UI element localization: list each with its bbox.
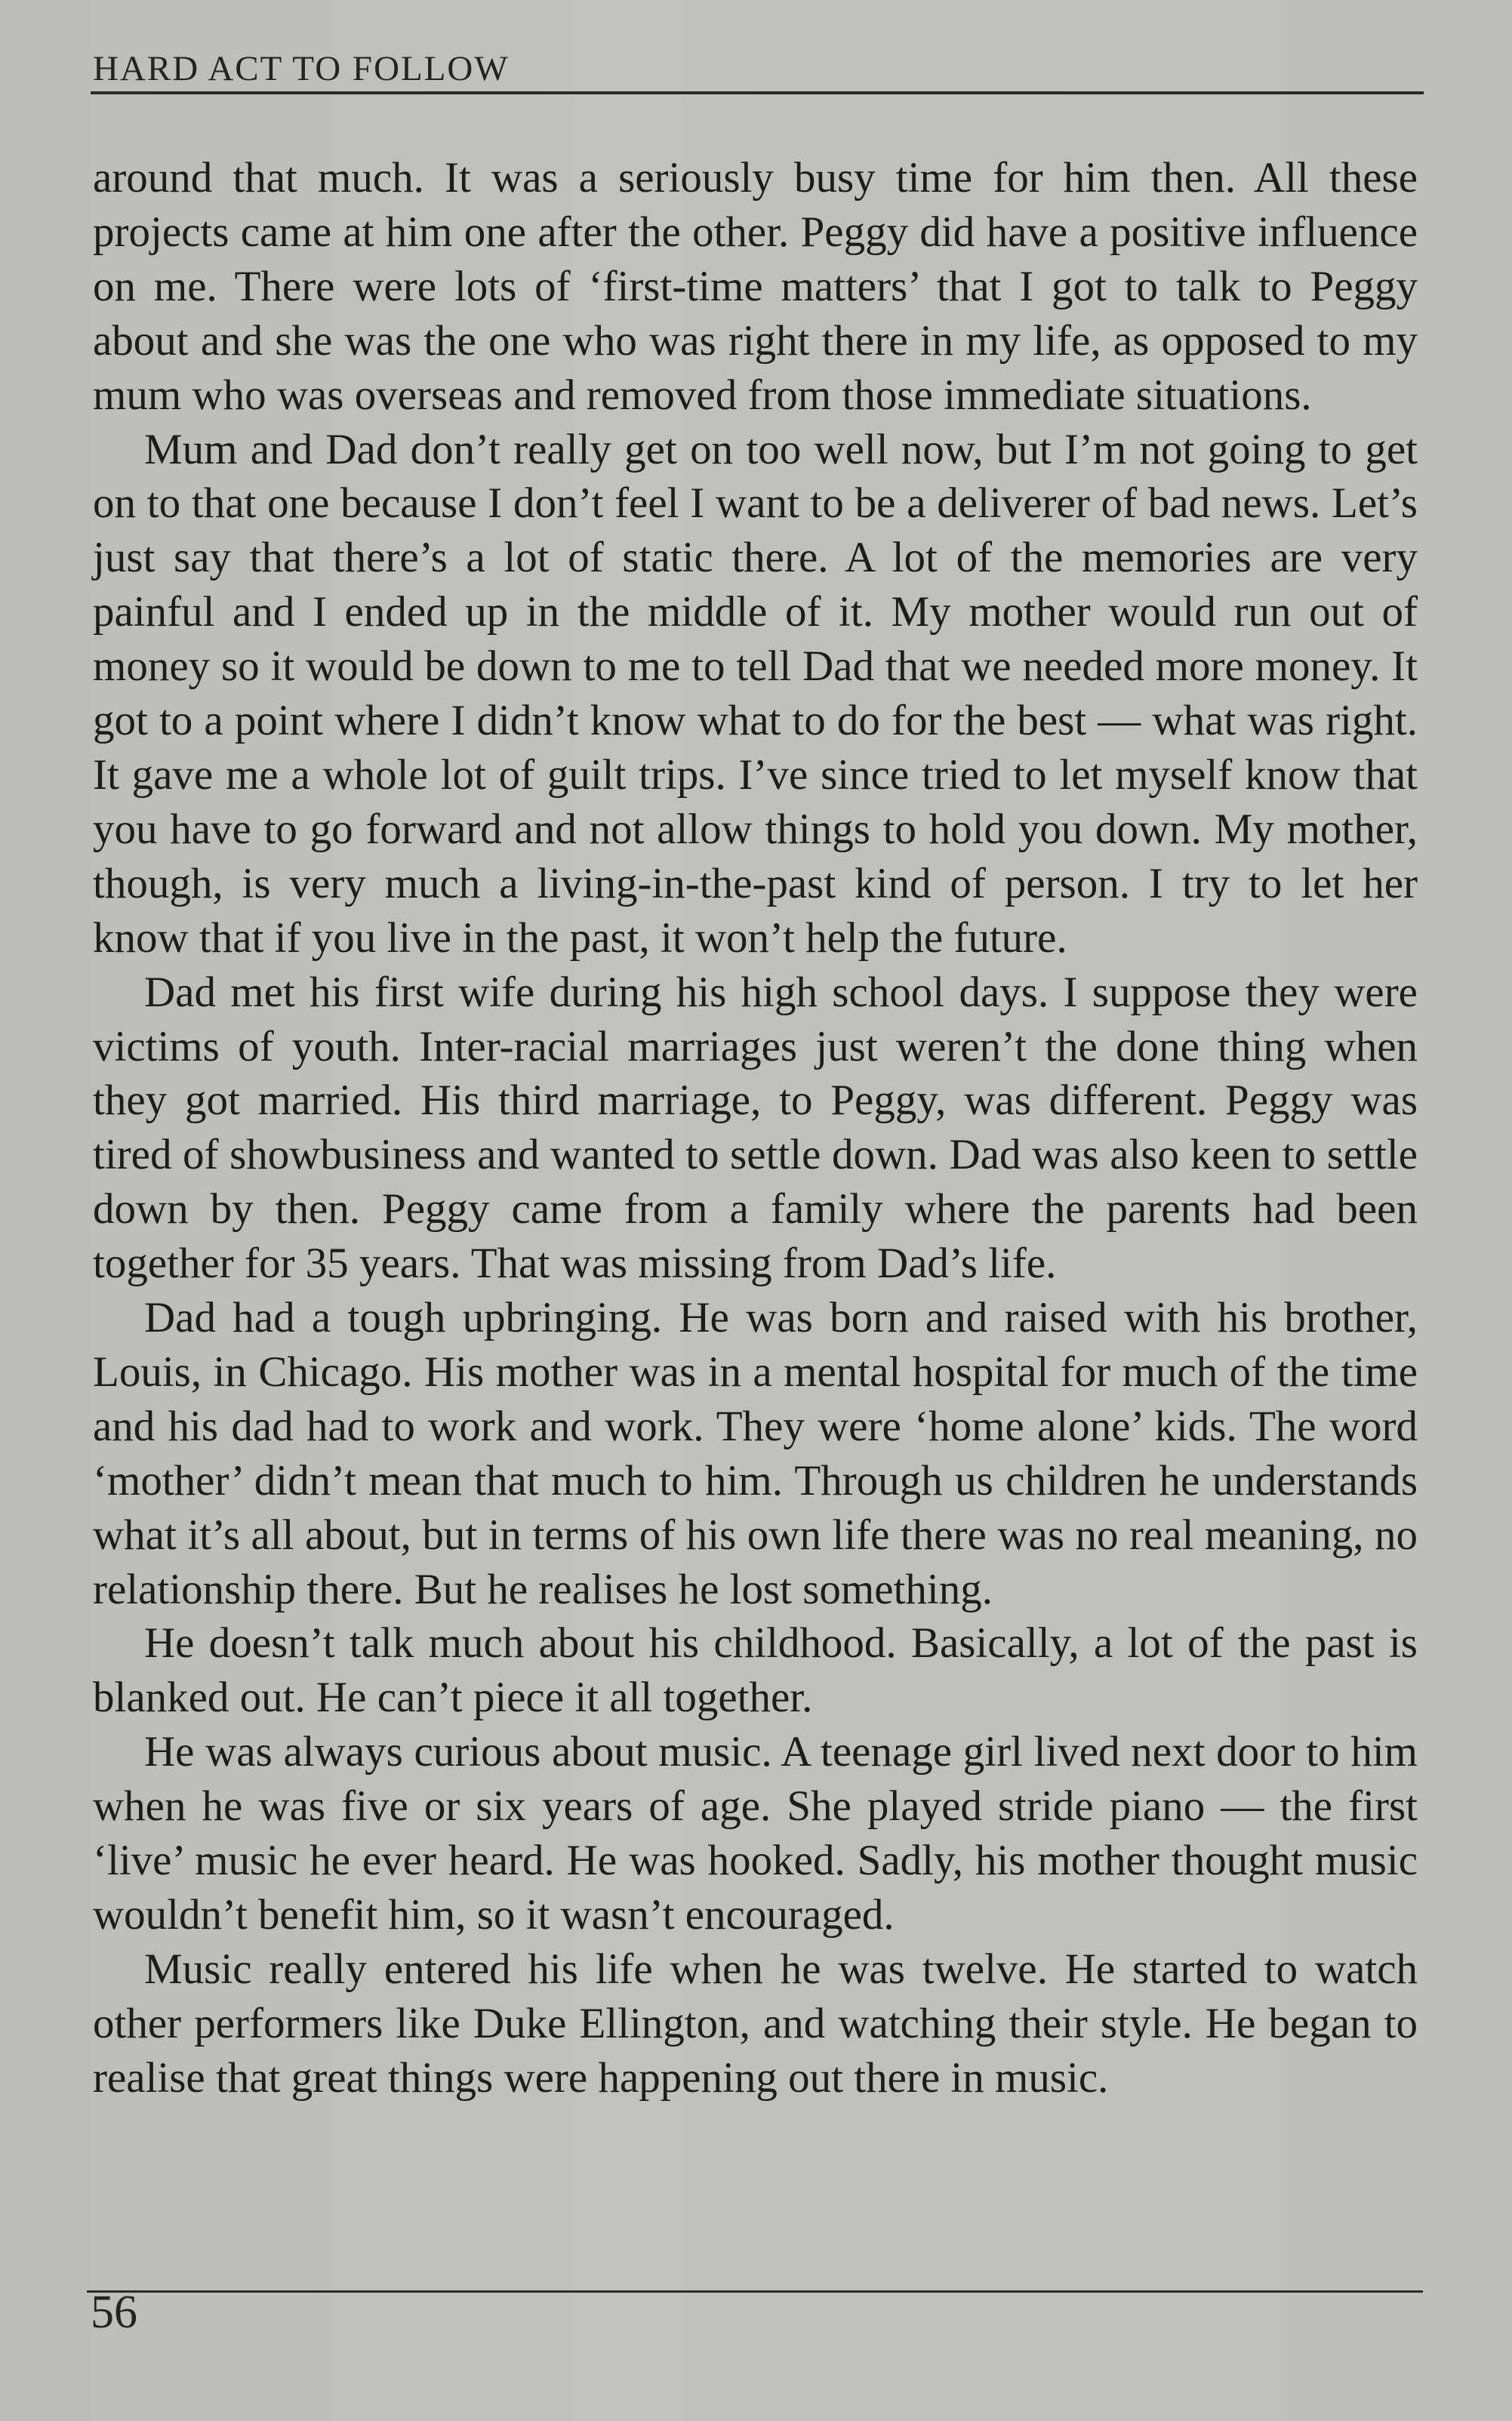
page-number: 56 <box>91 2287 137 2338</box>
paragraph: Mum and Dad don’t really get on too well now, but I’m not going to get on to that one because I don’t feel I want to be a deliverer of bad news. Let’s just say that there’s a lot of static there. A lot of the memories are very painful and I ended up in the middle of it. My mother would run out of money so it would be down to me to tell Dad that we needed more money. It got to a point where I didn’t know what to do for the best — what was right. It gave me a whole lot of guilt trips. I’ve since tried to let myself know that you have to go forward and not allow things to hold you down. My mother, though, is very much a living-in-the-past kind of person. I try to let her know that if you live in the past, it won’t help the future. <box>93 425 1418 962</box>
body-text <box>93 151 1418 2105</box>
running-title: HARD ACT TO FOLLOW <box>93 49 510 88</box>
paragraph: He doesn’t talk much about his childhood. Basically, a lot of the past is blanked out. He can’t piece it all together. <box>93 1619 1418 1722</box>
paragraph: Music really entered his life when he was twelve. He started to watch other performers like Duke Ellington, and watching their style. He began to realise that great things were happening out there in music. <box>93 1945 1418 2102</box>
paragraph: Dad met his first wife during his high school days. I suppose they were victims of youth. Inter-racial marriages just weren’t the done thing when they got married. His third marriage, to Peggy, was different. Peggy was tired of showbusiness and wanted to settle down. Dad was also keen to settle down by then. Peggy came from a family where the parents had been together for 35 years. That was missing from Dad’s life. <box>93 968 1418 1288</box>
header-rule <box>91 91 1424 94</box>
footer-rule <box>87 2290 1423 2293</box>
paragraph: Dad had a tough upbringing. He was born and raised with his brother, Louis, in Chicago. His mother was in a mental hospital for much of the time and his dad had to work and work. They were ‘home alone’ kids. The word ‘mother’ didn’t mean that much to him. Through us children he understands what it’s all about, but in terms of his own life there was no real meaning, no relationship there. But he realises he lost something. <box>93 1294 1418 1613</box>
paragraph: around that much. It was a seriously busy time for him then. All these projects came at him one after the other. Peggy did have a positive influence on me. There were lots of ‘first-time matters’ that I got to talk to Peggy about and she was the one who was right there in my life, as opposed to my mum who was overseas and removed from those immediate situations. <box>93 154 1418 419</box>
paragraph: He was always curious about music. A teenage girl lived next door to him when he was five or six years of age. She played stride piano — the first ‘live’ music he ever heard. He was hooked. Sadly, his mother thought music wouldn’t benefit him, so it wasn’t encouraged. <box>93 1728 1418 1939</box>
